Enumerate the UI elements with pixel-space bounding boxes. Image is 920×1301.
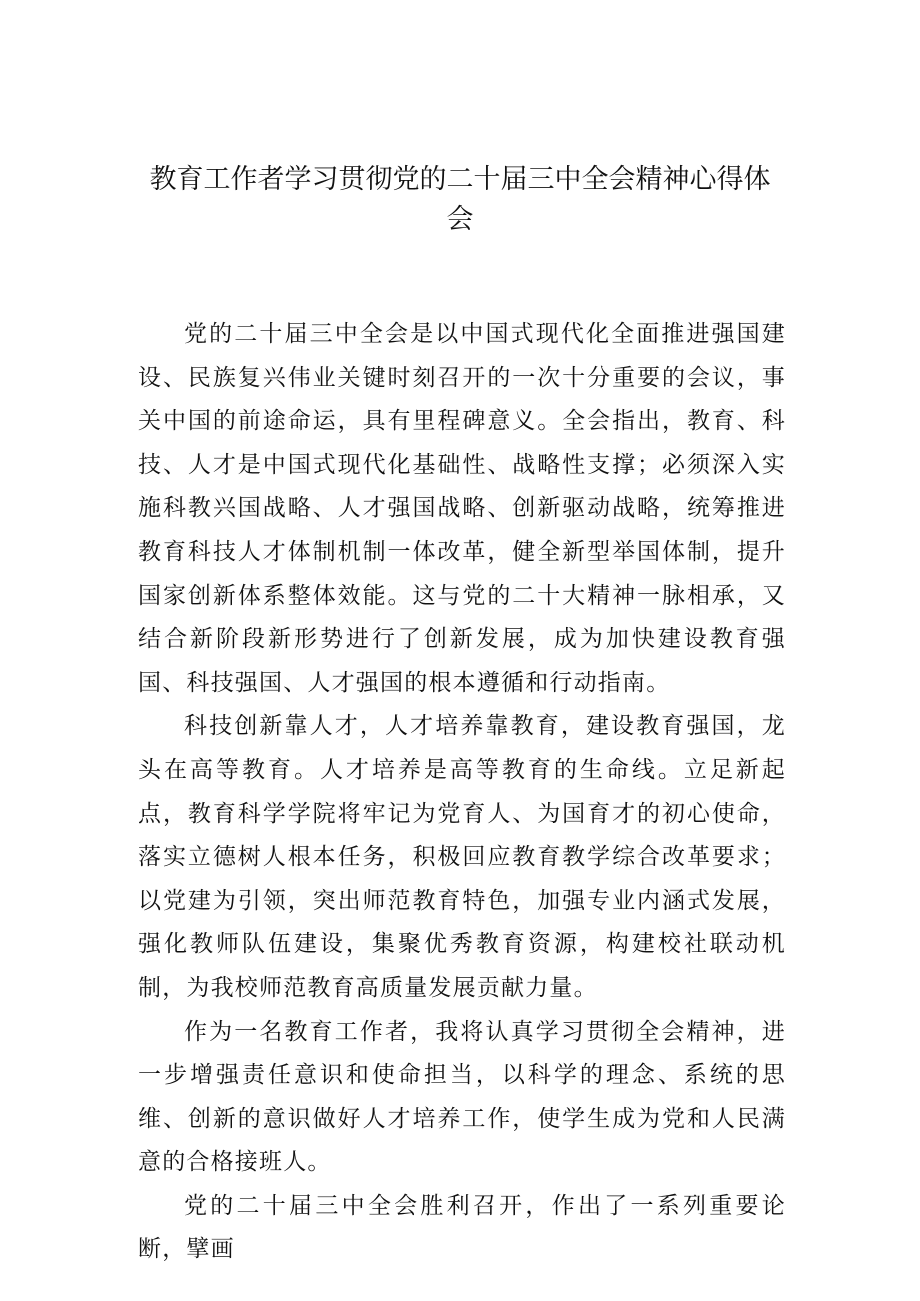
paragraph-1: 党的二十届三中全会是以中国式现代化全面推进强国建设、民族复兴伟业关键时刻召开的一次十分重要的会议，事关中国的前途命运，具有里程碑意义。全会指出，教育、科技、人才是中国式现代化基础性、战略性支撑；必须深入实施科教兴国战略、人才强国战略、创新驱动战略，统筹推进教育科技人才体制机制一体改革，健全新型举国体制，提升国家创新体系整体效能。这与党的二十大精神一脉相承，又结合新阶段新形势进行了创新发展，成为加快建设教育强国、科技强国、人才强国的根本遵循和行动指南。 xyxy=(138,321,786,696)
paragraph-2: 科技创新靠人才，人才培养靠教育，建设教育强国，龙头在高等教育。人才培养是高等教育的生命线。立足新起点，教育科学学院将牢记为党育人、为国育才的初心使命，落实立德树人根本任务，积极回应教育教学综合改革要求；以党建为引领，突出师范教育特色，加强专业内涵式发展，强化教师队伍建设，集聚优秀教育资源，构建校社联动机制，为我校师范教育高质量发展贡献力量。 xyxy=(138,713,786,1001)
document-title xyxy=(140,160,780,240)
paragraph-4: 党的二十届三中全会胜利召开，作出了一系列重要论断，擘画 xyxy=(138,1192,786,1263)
title-line-1: 教育工作者学习贯彻党的二十届三中全会精神心得体 xyxy=(149,164,771,195)
title-line-2: 会 xyxy=(446,204,474,235)
document-body xyxy=(138,313,786,1272)
paragraph-3: 作为一名教育工作者，我将认真学习贯彻全会精神，进一步增强责任意识和使命担当，以科学的理念、系统的思维、创新的意识做好人才培养工作，使学生成为党和人民满意的合格接班人。 xyxy=(138,1018,786,1176)
